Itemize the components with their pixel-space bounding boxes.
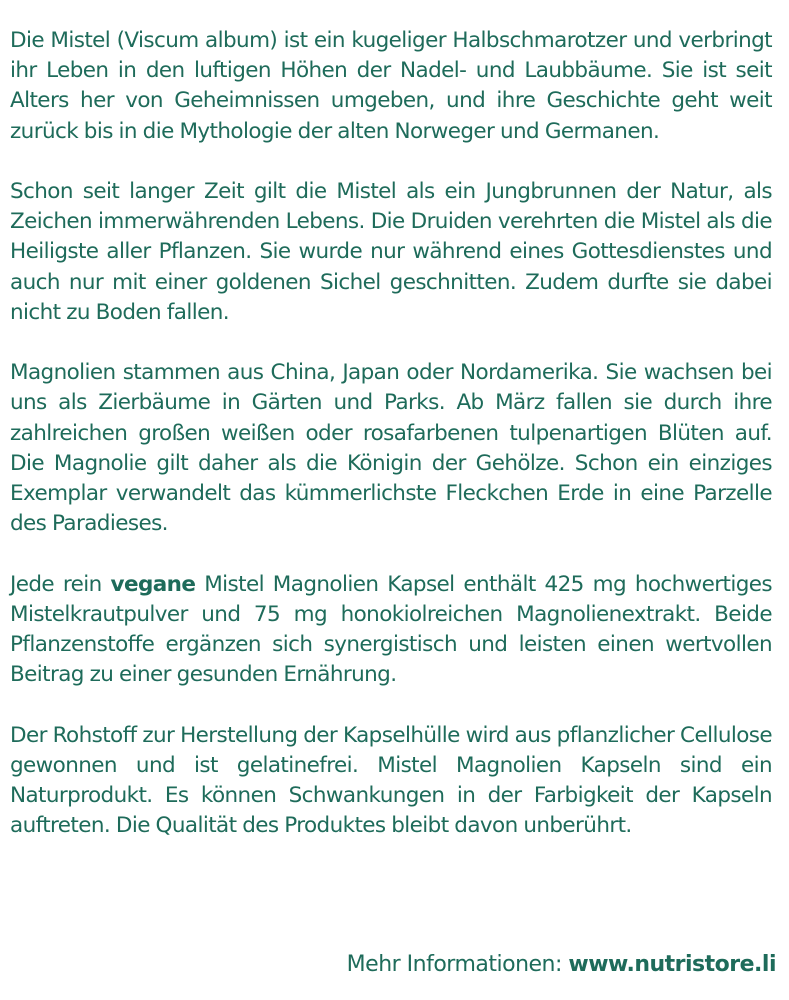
- vegan-highlight: vegane: [110, 571, 196, 597]
- paragraph-mistel-history: Schon seit langer Zeit gilt die Mistel als ein Jungbrunnen der Natur, als Zeichen immerwährenden Lebens. Die Druiden verehrten die Mistel als die Heiligste aller Pflanzen. Sie wurde nur während eines Gottesdienstes und auch nur mit einer goldenen Sichel geschnitten. Zudem durfte sie dabei nicht zu Boden fallen.: [10, 179, 772, 325]
- store-link[interactable]: www.nutristore.li: [568, 952, 776, 977]
- paragraph-capsule-shell: Der Rohstoff zur Herstellung der Kapselhülle wird aus pflanzlicher Cellulose gewonnen und ist gelatinefrei. Mistel Magnolien Kapseln sind ein Naturprodukt. Es können Schwankungen in der Farbigkeit der Kapseln auftreten. Die Qualität des Produktes bleibt davon unberührt.: [10, 722, 772, 839]
- paragraph-mistel-intro: Die Mistel (Viscum album) ist ein kugeliger Halbschmarotzer und verbringt ihr Leben in den luftigen Höhen der Nadel- und Laubbäume. Sie ist seit Alters her von Geheimnissen umgeben, und ihre Geschichte geht weit zurück bis in die Mythologie der alten Norweger und Germanen.: [10, 28, 772, 144]
- capsule-text-start: Jede rein: [10, 571, 111, 597]
- product-description: [10, 26, 772, 872]
- more-info-footer: [347, 952, 776, 977]
- more-info-label: Mehr Informationen:: [346, 952, 569, 977]
- capsule-text-end: Mistel Magnolien Kapsel enthält 425 mg hochwertiges Mistelkrautpulver und 75 mg honokiolreichen Magnolienextrakt. Beide Pflanzenstoffe ergänzen sich synergistisch und leisten einen wertvollen Beitrag zu einer gesunden Ernährung.: [10, 571, 773, 688]
- paragraph-magnolien: Magnolien stammen aus China, Japan oder Nordamerika. Sie wachsen bei uns als Zierbäume in Gärten und Parks. Ab März fallen sie durch ihre zahlreichen großen weißen oder rosafarbenen tulpenartigen Blüten auf. Die Magnolie gilt daher als die Königin der Gehölze. Schon ein einziges Exemplar verwandelt das kümmerlichste Fleckchen Erde in eine Parzelle des Paradieses.: [10, 360, 772, 537]
- paragraph-capsule-contents: [10, 570, 772, 691]
